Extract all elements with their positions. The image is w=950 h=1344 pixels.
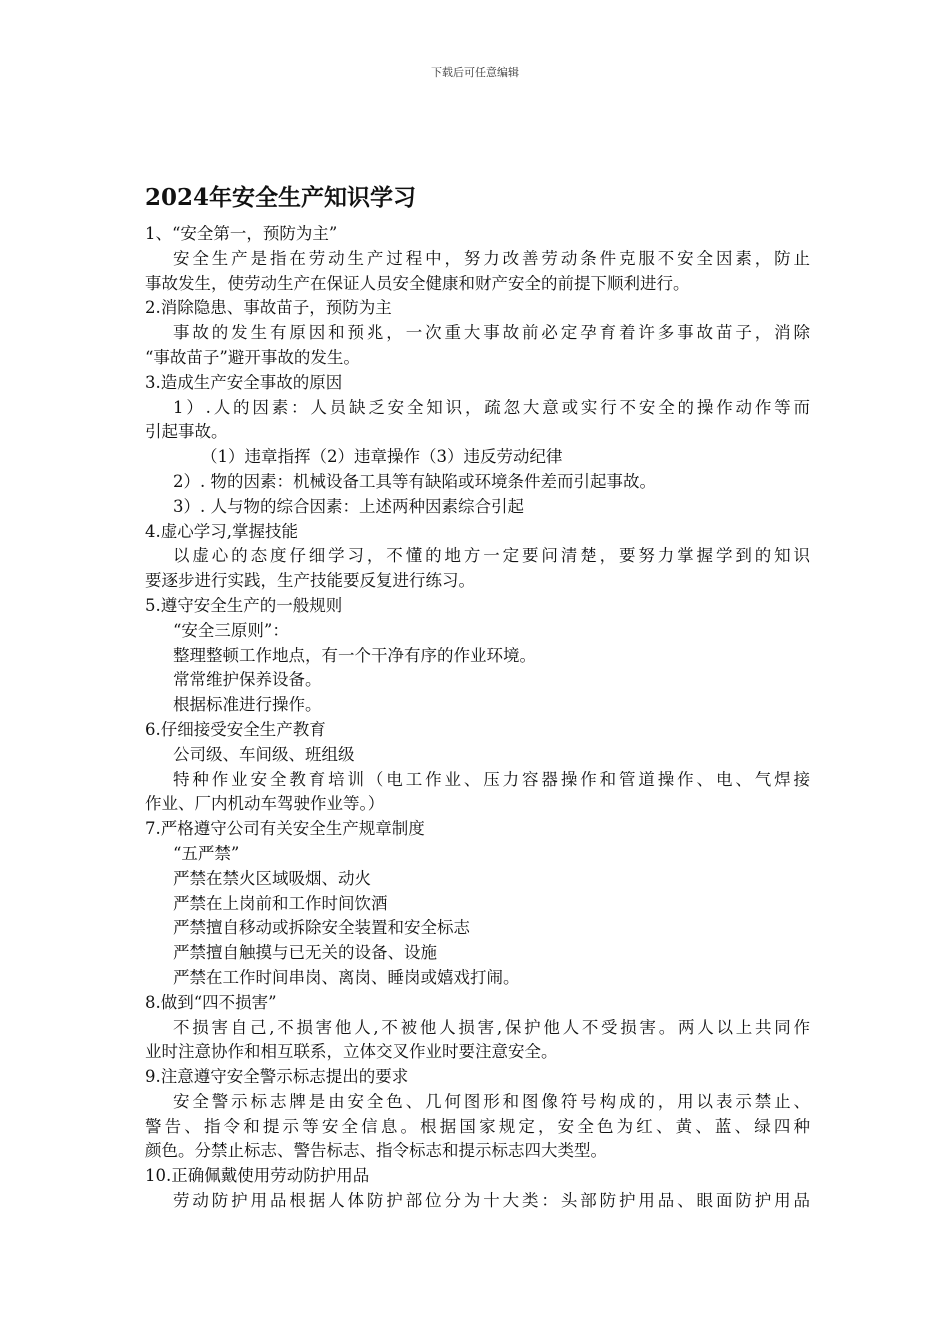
text-line: 3）. 人与物的综合因素：上述两种因素综合引起: [173, 496, 524, 516]
text-line: 1、“安全第一，预防为主”: [145, 224, 338, 243]
text-line: 10.正确佩戴使用劳动防护用品: [145, 1166, 370, 1186]
document-body: [145, 222, 810, 1214]
text-line: 业时注意协作和相互联系，立体交叉作业时要注意安全。: [145, 1042, 558, 1062]
text-line: 8.做到“四不损害”: [145, 992, 277, 1012]
text-line: 引起事故。: [145, 422, 228, 442]
text-line: 严禁擅自移动或拆除安全装置和安全标志: [173, 918, 470, 938]
text-line: 6.仔细接受安全生产教育: [145, 719, 326, 739]
text-line: “事故苗子”避开事故的发生。: [145, 347, 360, 367]
text-line: 3.造成生产安全事故的原因: [145, 372, 343, 392]
text-line: “五严禁”: [173, 843, 240, 863]
text-line: 事故发生，使劳动生产在保证人员安全健康和财产安全的前提下顺利进行。: [145, 273, 690, 293]
text-line: 公司级、车间级、班组级: [173, 744, 355, 764]
text-line: 事故的发生有原因和预兆，一次重大事故前必定孕育着许多事故苗子，消除: [173, 323, 810, 343]
page-header: 下载后可任意编辑: [431, 66, 519, 79]
text-line: 严禁擅自触摸与已无关的设备、设施: [173, 943, 437, 963]
text-line: 警告、指令和提示等安全信息。根据国家规定，安全色为红、黄、蓝、绿四种: [145, 1116, 810, 1136]
text-line: 4.虚心学习,掌握技能: [145, 521, 298, 541]
text-line: 作业、厂内机动车驾驶作业等。）: [145, 794, 385, 814]
document-title: 2024年安全生产知识学习: [145, 184, 417, 211]
text-line: “安全三原则”：: [173, 620, 289, 640]
text-line: 5.遵守安全生产的一般规则: [145, 595, 343, 615]
text-line: 整理整顿工作地点，有一个干净有序的作业环境。: [173, 645, 536, 665]
text-line: 安全生产是指在劳动生产过程中，努力改善劳动条件克服不安全因素，防止: [173, 248, 810, 268]
text-line: 不损害自己,不损害他人,不被他人损害,保护他人不受损害。两人以上共同作: [173, 1017, 810, 1037]
text-line: 2）. 物的因素：机械设备工具等有缺陷或环境条件差而引起事故。: [173, 471, 656, 491]
text-line: 1）.人的因素：人员缺乏安全知识，疏忽大意或实行不安全的操作动作等而: [173, 397, 810, 417]
text-line: 严禁在禁火区域吸烟、动火: [173, 868, 371, 888]
text-line: 2.消除隐患、事故苗子，预防为主: [145, 298, 392, 318]
text-line: 严禁在上岗前和工作时间饮酒: [173, 893, 388, 913]
text-line: 特种作业安全教育培训（电工作业、压力容器操作和管道操作、电、气焊接: [173, 769, 810, 789]
text-line: 9.注意遵守安全警示标志提出的要求: [145, 1067, 409, 1087]
text-line: 劳动防护用品根据人体防护部位分为十大类：头部防护用品、眼面防护用品: [173, 1191, 810, 1211]
text-line: （1）违章指挥（2）违章操作（3）违反劳动纪律: [201, 447, 563, 467]
text-line: 根据标准进行操作。: [173, 695, 322, 715]
text-line: 安全警示标志牌是由安全色、几何图形和图像符号构成的，用以表示禁止、: [173, 1091, 810, 1111]
text-line: 7.严格遵守公司有关安全生产规章制度: [145, 819, 425, 839]
text-line: 严禁在工作时间串岗、离岗、睡岗或嬉戏打闹。: [173, 967, 520, 987]
text-line: 颜色。分禁止标志、警告标志、指令标志和提示标志四大类型。: [145, 1141, 607, 1161]
text-line: 要逐步进行实践，生产技能要反复进行练习。: [145, 571, 475, 591]
text-line: 常常维护保养设备。: [173, 670, 322, 690]
text-line: 以虚心的态度仔细学习，不懂的地方一定要问清楚，要努力掌握学到的知识: [173, 546, 810, 566]
